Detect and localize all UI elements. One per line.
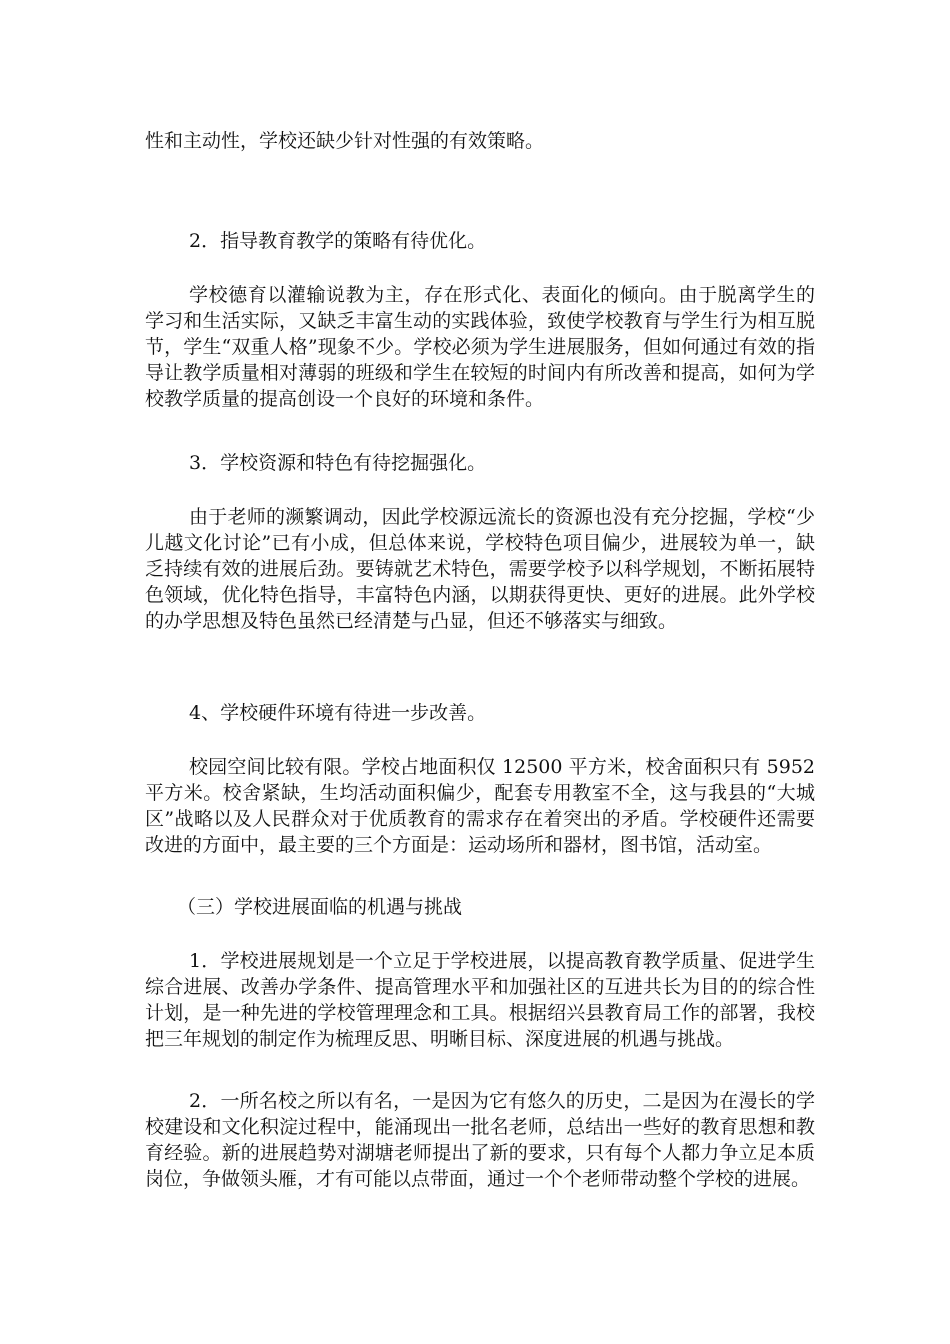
paragraph-teacher-transfer: 由于老师的濒繁调动，因此学校源远流长的资源也没有充分挖掘，学校“少儿越文化讨论”已有小成，但总体来说，学校特色项目偏少，进展较为单一，缺乏持续有效的进展后劲。要铸就艺术特色，需要学校予以科学规划，不断拓展特色领域，优化特色指导，丰富特色内涵，以期获得更快、更好的进展。此外学校的办学思想及特色虽然已经清楚与凸显，但还不够落实与细致。: [145, 506, 815, 632]
paragraph-campus-space: 校园空间比较有限。学校占地面积仅 12500 平方米，校舍面积只有 5952 平方米。校舍紧缺，生均活动面积偏少，配套专用教室不全，这与我县的“大城区”战略以及人民群众对于优质教育的需求存在着突出的矛盾。学校硬件还需要改进的方面中，最主要的三个方面是：运动场所和器材，图书馆，活动室。: [145, 756, 815, 856]
paragraph-moral-education: 学校德育以灌输说教为主，存在形式化、表面化的倾向。由于脱离学生的学习和生活实际，又缺乏丰富生动的实践体验，致使学校教育与学生行为相互脱节，学生“双重人格”现象不少。学校必须为学生进展服务，但如何通过有效的指导让教学质量相对薄弱的班级和学生在较短的时间内有所改善和提高，如何为学校教学质量的提高创设一个良好的环境和条件。: [145, 284, 815, 410]
paragraph-continuation: 性和主动性，学校还缺少针对性强的有效策略。: [145, 130, 545, 152]
heading-resources-features: 3．学校资源和特色有待挖掘强化。: [189, 452, 487, 474]
section-heading-opportunities: （三）学校进展面临的机遇与挑战: [177, 896, 463, 918]
paragraph-famous-school: 2．一所名校之所以有名，一是因为它有悠久的历史，二是因为在漫长的学校建设和文化积淀过程中，能涌现出一批名老师，总结出一些好的教育思想和教育经验。新的进展趋势对湖塘老师提出了新的要求，只有每个人都力争立足本质岗位，争做领头雁，才有可能以点带面，通过一个个老师带动整个学校的进展。: [145, 1090, 815, 1190]
heading-hardware-environment: 4、学校硬件环境有待进一步改善。: [189, 702, 487, 724]
heading-strategy-optimization: 2．指导教育教学的策略有待优化。: [189, 230, 487, 252]
paragraph-development-plan: 1．学校进展规划是一个立足于学校进展，以提高教育教学质量、促进学生综合进展、改善办学条件、提高管理水平和加强社区的互进共长为目的的综合性计划，是一种先进的学校管理理念和工具。根据绍兴县教育局工作的部署，我校把三年规划的制定作为梳理反思、明晰目标、深度进展的机遇与挑战。: [145, 950, 815, 1050]
